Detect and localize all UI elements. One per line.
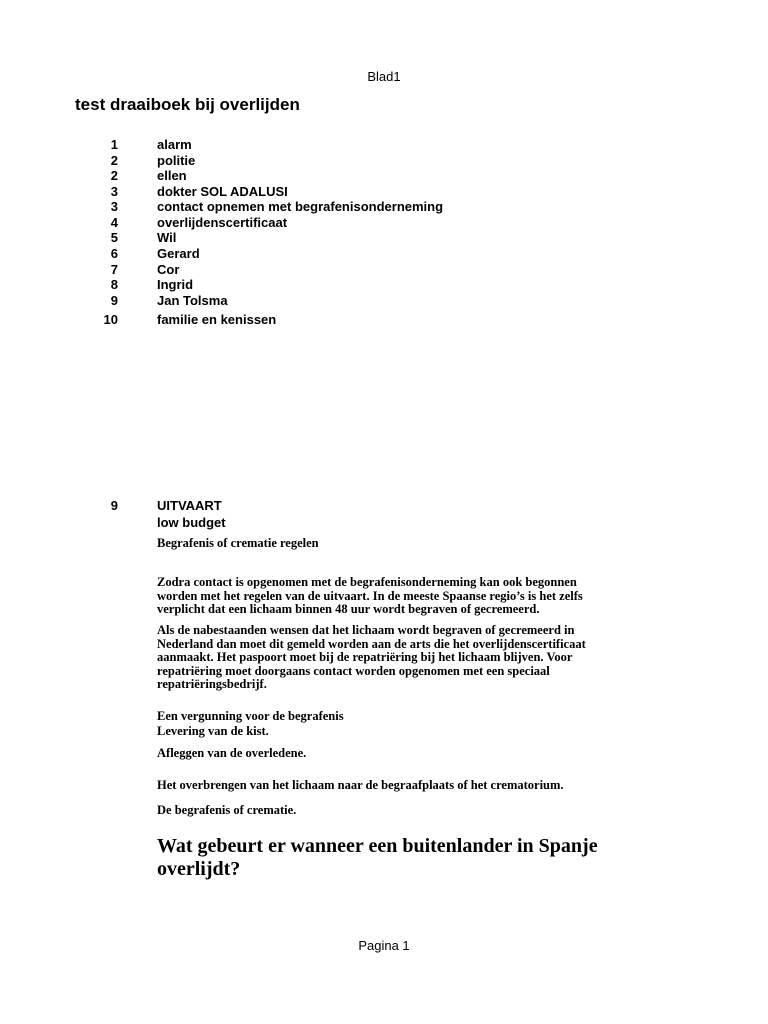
list-item-text: alarm <box>157 137 192 152</box>
list-item-text: overlijdenscertificaat <box>157 214 288 230</box>
list-item-text: politie <box>157 152 196 168</box>
paragraph-coffin-delivery: Levering van de kist. <box>157 724 269 738</box>
list-item-text: Ingrid <box>157 277 194 292</box>
list-item-number: 5 <box>110 230 118 245</box>
sheet-name: Blad1 <box>367 69 401 84</box>
list-item-number: 10 <box>103 312 118 327</box>
list-item-text: familie en kenissen <box>157 312 277 327</box>
list-item-text: ellen <box>157 168 187 183</box>
list-item-text: Jan Tolsma <box>157 292 228 308</box>
list-item-text: Gerard <box>157 246 200 261</box>
list-item-number: 2 <box>110 168 118 183</box>
paragraph-funeral-or-cremation: De begrafenis of crematie. <box>157 803 297 817</box>
list-item-number: 6 <box>110 246 118 261</box>
list-item-text: dokter SOL ADALUSI <box>157 183 288 199</box>
paragraph-arrange-funeral: Begrafenis of crematie regelen <box>157 536 319 550</box>
list-item-number: 7 <box>110 261 118 277</box>
list-item-number: 3 <box>110 199 118 214</box>
paragraph-contact-undertaker: Zodra contact is opgenomen met de begrafenisonderneming kan ook begonnen worden met het regelen van de uitvaart. In de meeste Spaanse regio’s is het zelfs verplicht dat een lichaam binnen 48 uur wordt begraven of gecremeerd. <box>157 575 583 616</box>
paragraph-burial-permit: Een vergunning voor de begrafenis <box>157 709 344 723</box>
paragraph-transport-body: Het overbrengen van het lichaam naar de begraafplaats of het crematorium. <box>157 778 564 792</box>
closing-heading: Wat gebeurt er wanneer een buitenlander in Spanje overlijdt? <box>157 835 598 880</box>
list-item-number: 8 <box>110 277 118 292</box>
page-number: Pagina 1 <box>358 938 410 953</box>
paragraph-repatriation: Als de nabestaanden wensen dat het lichaam wordt begraven of gecremeerd in Nederland dan moet dit gemeld worden aan de arts die het overlijdenscertificaat aanmaakt. Het paspoort moet bij de repatriëring bij het lichaam blijven. Voor repatriëring moet doorgaans contact worden opgenomen met een speciaal repatriëringsbedrijf. <box>157 623 586 691</box>
section-number: 9 <box>110 498 118 513</box>
list-item-text: Wil <box>157 230 177 245</box>
section-subheading: low budget <box>157 515 226 530</box>
list-item-number: 1 <box>110 137 118 152</box>
list-item-number: 4 <box>110 214 118 230</box>
list-item-number: 9 <box>110 292 118 308</box>
list-item-number: 3 <box>110 183 118 199</box>
list-item-text: Cor <box>157 261 180 277</box>
section-heading: UITVAART <box>157 498 222 513</box>
list-item-text: contact opnemen met begrafenisonderneming <box>157 199 444 214</box>
document-title: test draaiboek bij overlijden <box>75 95 300 114</box>
paragraph-laying-out: Afleggen van de overledene. <box>157 746 307 760</box>
list-item-number: 2 <box>110 152 118 168</box>
